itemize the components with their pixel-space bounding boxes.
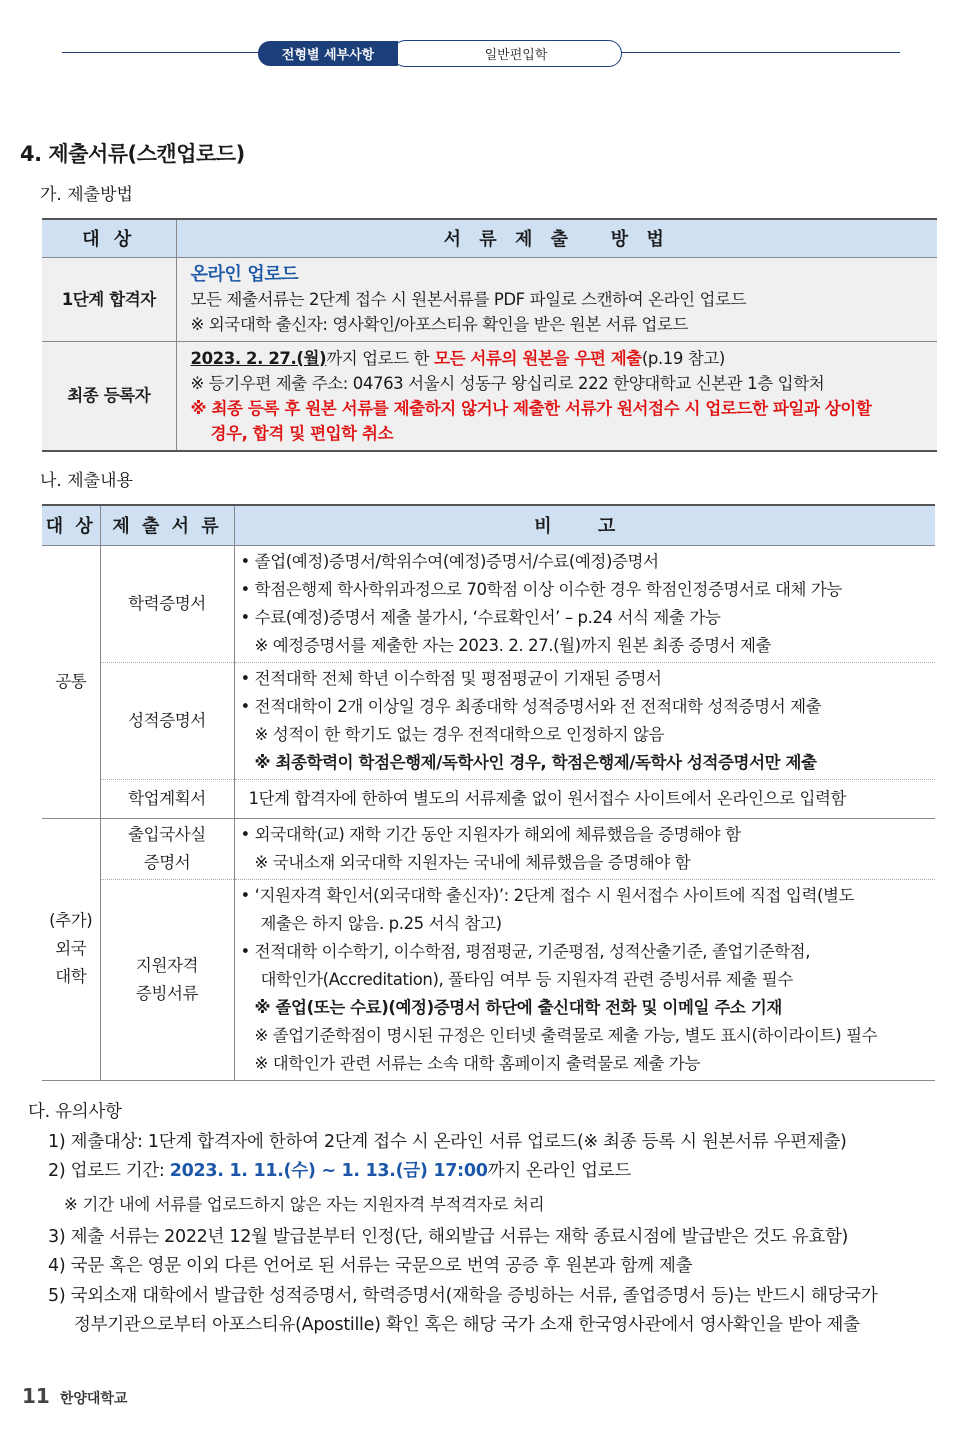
note-line: • 전적대학 전체 학년 이수학점 및 평점평균이 기재된 증명서 <box>240 668 662 688</box>
note-line: ※ 대학인가 관련 서류는 소속 대학 홈페이지 출력물로 제출 가능 <box>254 1053 701 1073</box>
note-item: 1) 제출대상: 1단계 합격자에 한하여 2단계 접수 시 온라인 서류 업로드(※ 최종 등록 시 원본서류 우편제출) <box>48 1131 847 1152</box>
note-item: 3) 제출 서류는 2022년 12월 발급분부터 인정(단, 해외발급 서류는 재학 종료시점에 발급받은 것도 유효함) <box>48 1226 849 1247</box>
warning-text: 최종 등록 후 원본 서류를 제출하지 않거나 제출한 서류가 원서접수 시 업로드한 파일과 상이할 <box>211 398 872 418</box>
header-subsection-label: 일반편입학 <box>484 48 548 63</box>
doc-grades: 성적증명서 <box>100 662 234 779</box>
header-target: 대 상 <box>42 505 100 545</box>
note-line: ※ 최종학력이 학점은행제/독학사인 경우, 학점은행제/독학사 성적증명서만 제출 <box>254 752 817 772</box>
doc-study-plan: 학업계획서 <box>100 779 234 818</box>
doc-name-line: 출입국사실 <box>128 824 206 844</box>
method-text: 까지 업로드 한 <box>326 348 434 368</box>
cancel-warning <box>191 396 930 421</box>
doc-study-plan-note <box>234 779 935 818</box>
header-subsection-tab <box>392 40 622 67</box>
note-text: 2) 업로드 기간: <box>48 1161 170 1181</box>
part-b-label: 나. 제출내용 <box>40 471 133 491</box>
note-line: • 수료(예정)증명서 제출 불가시, ‘수료확인서’ – p.24 서식 제출 가능 <box>240 607 721 627</box>
deadline-date: 2023. 2. 27.(월) <box>190 348 327 368</box>
doc-immigration <box>100 818 234 879</box>
doc-qualification <box>100 879 234 1080</box>
note-line: • 전적대학 이수학기, 이수학점, 평점평균, 기준평점, 성적산출기준, 졸업기준학점, <box>240 941 811 961</box>
page-number: 11 <box>22 1384 50 1408</box>
table-row <box>42 257 937 341</box>
header-section-label: 전형별 세부사항 <box>281 48 375 63</box>
header-section-tab <box>258 41 398 66</box>
doc-immigration-notes <box>234 818 935 879</box>
table-row <box>42 341 937 451</box>
cancel-warning-cont: 경우, 합격 및 편입학 취소 <box>210 423 394 443</box>
note-item-cont: 정부기관으로부터 아포스티유(Apostille) 확인 혹은 해당 국가 소재 한국영사관에서 영사확인을 받아 제출 <box>74 1315 860 1335</box>
header-line-right <box>620 52 900 53</box>
note-line: • ‘지원자격 확인서(외국대학 출신자)’: 2단계 접수 시 원서접수 사이트에 직접 입력(별도 <box>240 885 855 905</box>
footer <box>22 1384 127 1408</box>
online-upload-heading: 온라인 업로드 <box>190 263 299 285</box>
row-method-stage1 <box>176 257 937 341</box>
table-row <box>42 779 935 818</box>
note-line: ※ 예정증명서를 제출한 자는 2023. 2. 27.(월)까지 원본 최종 증명서 제출 <box>254 635 772 655</box>
table-row <box>42 879 935 1080</box>
header-docs: 제 출 서 류 <box>100 505 234 545</box>
note-line: • 졸업(예정)증명서/학위수여(예정)증명서/수료(예정)증명서 <box>240 551 659 571</box>
note-line: 1단계 합격자에 한하여 별도의 서류제출 없이 원서접수 사이트에서 온라인으로 입력함 <box>248 788 847 808</box>
submission-contents-table <box>42 504 935 1081</box>
note-text: 까지 온라인 업로드 <box>487 1161 631 1181</box>
table-header-row <box>42 219 937 257</box>
note-line: ※ 졸업기준학점이 명시된 규정은 인터넷 출력물로 제출 가능, 별도 표시(하이라이트) 필수 <box>254 1025 878 1045</box>
doc-name-line: 증빙서류 <box>135 983 199 1003</box>
section-title: 4. 제출서류(스캔업로드) <box>20 142 245 166</box>
note-line: ※ 졸업(또는 수료)(예정)증명서 하단에 출신대학 전화 및 이메일 주소 기재 <box>254 997 782 1017</box>
note-item: 5) 국외소재 대학에서 발급한 성적증명서, 학력증명서(재학을 증빙하는 서류, 졸업증명서 등)는 반드시 해당국가 <box>48 1285 878 1306</box>
doc-grades-notes <box>234 662 935 779</box>
method-text: (p.19 참고) <box>641 348 725 368</box>
doc-academic: 학력증명서 <box>100 545 234 662</box>
upload-period: 2023. 1. 11.(수) ~ 1. 13.(금) 17:00 <box>169 1161 488 1181</box>
highlight-text: 모든 서류의 원본을 우편 제출 <box>433 348 642 368</box>
header-target: 대 상 <box>42 219 176 257</box>
mail-address-note: ※ 등기우편 제출 주소: 04763 서울시 성동구 왕십리로 222 한양대학교 신본관 1층 입학처 <box>190 373 825 393</box>
precautions <box>28 1098 938 1341</box>
note-line: • 전적대학이 2개 이상일 경우 최종대학 성적증명서와 전 전적대학 성적증명서 제출 <box>240 696 822 716</box>
method-line: 모든 제출서류는 2단계 접수 시 원본서류를 PDF 파일로 스캔하여 온라인 업로드 <box>190 289 747 309</box>
row-target-stage1: 1단계 합격자 <box>42 257 176 341</box>
header-method: 서 류 제 출 방 법 <box>176 219 937 257</box>
note-item: 4) 국문 혹은 영문 이외 다른 언어로 된 서류는 국문으로 번역 공증 후 원본과 함께 제출 <box>48 1256 693 1276</box>
row-target-final: 최종 등록자 <box>42 341 176 451</box>
table-row <box>42 662 935 779</box>
doc-qualification-notes <box>234 879 935 1080</box>
row-method-final <box>176 341 937 451</box>
note-line: ※ 국내소재 외국대학 지원자는 국내에 체류했음을 증명해야 함 <box>254 852 691 872</box>
note-line: • 학점은행제 학사학위과정으로 70학점 이상 이수한 경우 학점인정증명서로 대체 가능 <box>240 579 842 599</box>
note-line: ※ 성적이 한 학기도 없는 경우 전적대학으로 인정하지 않음 <box>254 724 665 744</box>
table-row <box>42 818 935 879</box>
table-header-row <box>42 505 935 545</box>
submission-method-table <box>42 218 937 452</box>
method-line <box>191 346 930 371</box>
part-a-label: 가. 제출방법 <box>40 185 133 205</box>
category-common: 공통 <box>42 545 100 818</box>
method-note: ※ 외국대학 출신자: 영사확인/아포스티유 확인을 받은 원본 서류 업로드 <box>190 314 689 334</box>
university-name: 한양대학교 <box>59 1391 128 1407</box>
note-line: 제출은 하지 않음. p.25 서식 참고) <box>260 913 502 933</box>
doc-academic-notes <box>234 545 935 662</box>
header-remarks: 비 고 <box>234 505 935 545</box>
category-line: 외국 <box>55 939 87 958</box>
doc-name-line: 증명서 <box>143 852 191 872</box>
note-item <box>28 1157 938 1187</box>
category-line: 대학 <box>55 967 87 986</box>
note-line: 대학인가(Accreditation), 풀타임 여부 등 지원자격 관련 증빙서류 제출 필수 <box>260 969 793 989</box>
part-c-label: 다. 유의사항 <box>28 1102 122 1122</box>
note-mark: ※ <box>190 398 212 418</box>
doc-name-line: 지원자격 <box>135 955 199 975</box>
category-foreign <box>42 818 100 1080</box>
note-subitem: ※ 기간 내에 서류를 업로드하지 않은 자는 지원자격 부적격자로 처리 <box>64 1194 545 1214</box>
category-line: (추가) <box>49 911 93 930</box>
table-row <box>42 545 935 662</box>
header-line-left <box>62 52 262 53</box>
note-line: • 외국대학(교) 재학 기간 동안 지원자가 해외에 체류했음을 증명해야 함 <box>240 824 741 844</box>
